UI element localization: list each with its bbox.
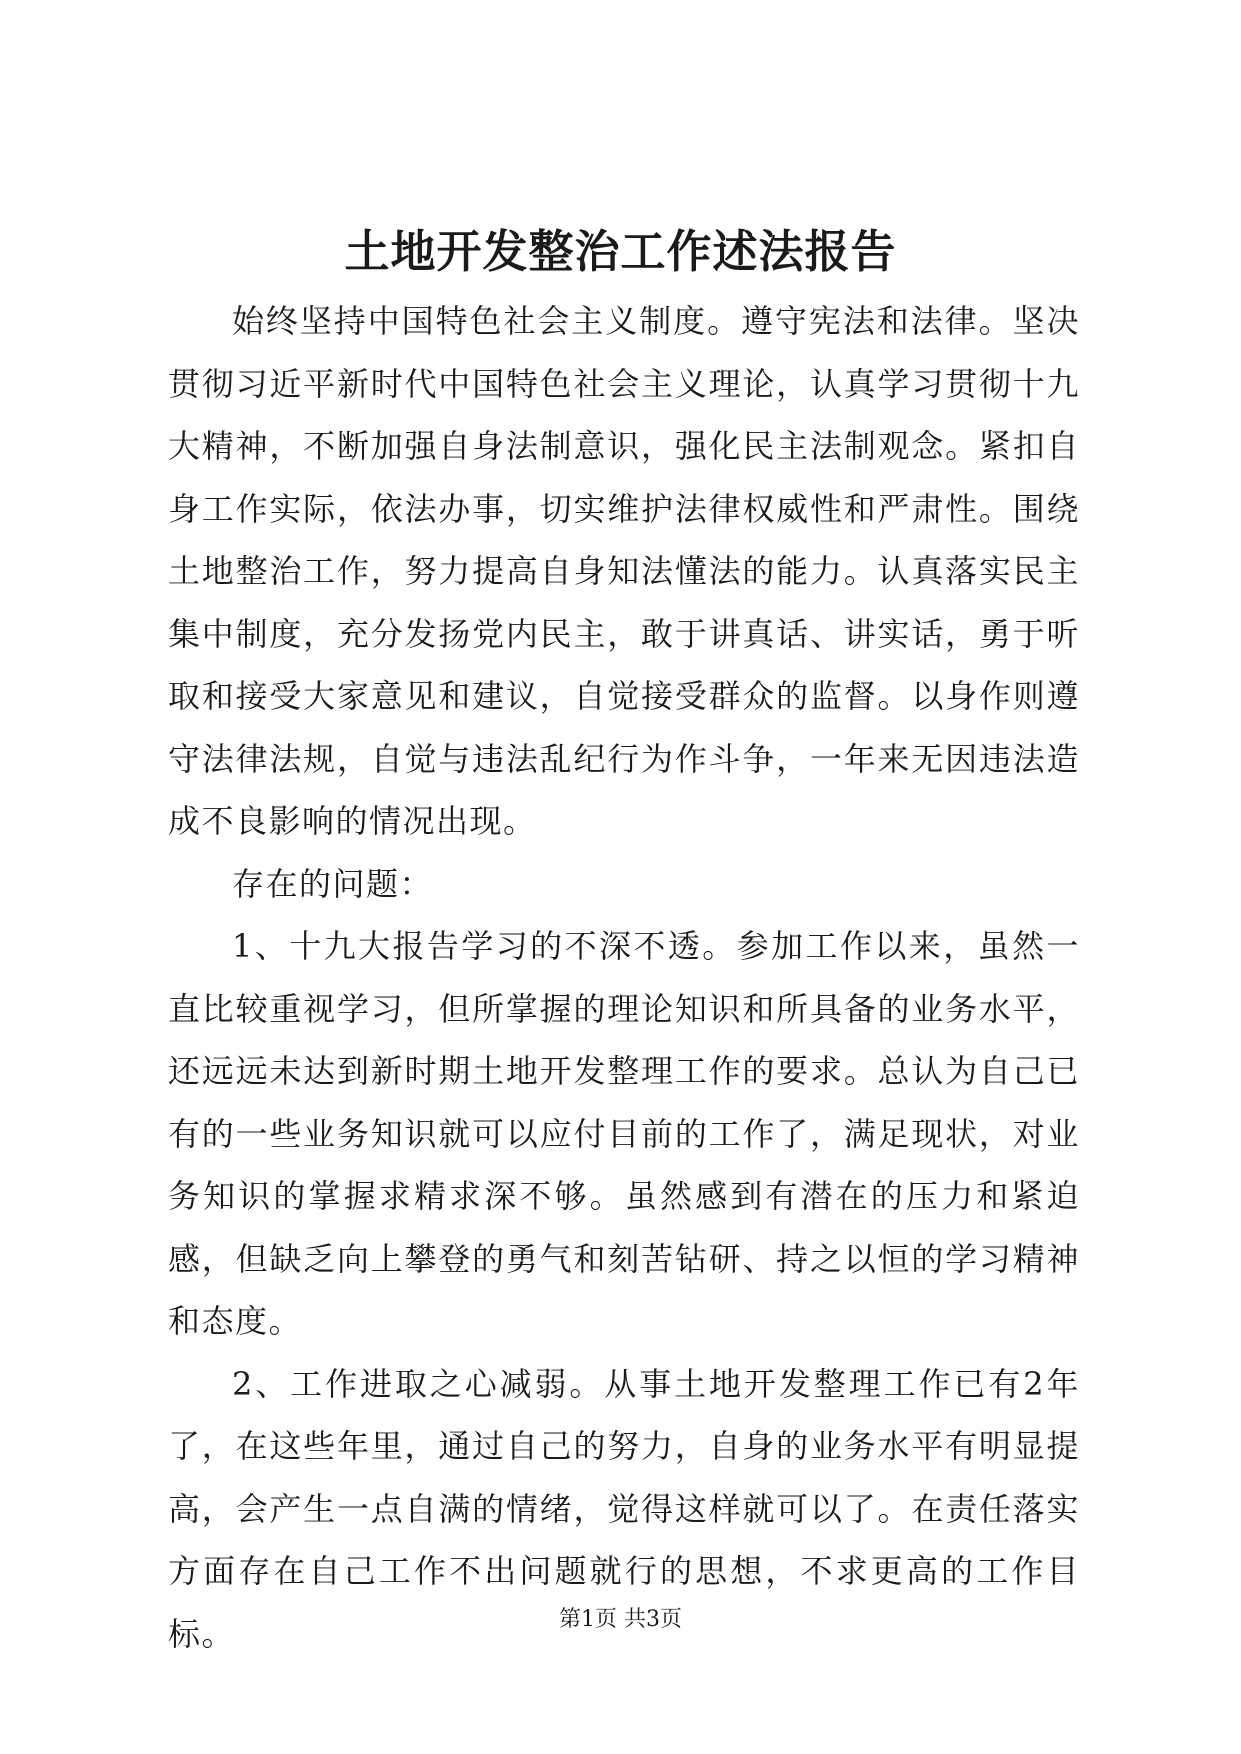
page-number-footer: 第1页 共3页	[559, 1607, 682, 1632]
document-title: 土地开发整治工作述法报告	[344, 225, 897, 278]
paragraph-problem-2: 2、工作进取之心减弱。从事土地开发整理工作已有2年了，在这些年里，通过自己的努力，自身的业务水平有明显提高，会产生一点自满的情绪，觉得这样就可以了。在责任落实方面存在自己工作不出问题就行的思想，不求更高的工作目标。	[168, 1364, 1080, 1653]
paragraph-problems-heading: 存在的问题：	[232, 864, 434, 903]
document-body	[168, 290, 1080, 1665]
paragraph-intro: 始终坚持中国特色社会主义制度。遵守宪法和法律。坚决贯彻习近平新时代中国特色社会主义理论，认真学习贯彻十九大精神，不断加强自身法制意识，强化民主法制观念。紧扣自身工作实际，依法办事，切实维护法律权威性和严肃性。围绕土地整治工作，努力提高自身知法懂法的能力。认真落实民主集中制度，充分发扬党内民主，敢于讲真话、讲实话，勇于听取和接受大家意见和建议，自觉接受群众的监督。以身作则遵守法律法规，自觉与违法乱纪行为作斗争，一年来无因违法造成不良影响的情况出现。	[168, 302, 1080, 840]
paragraph-problem-1: 1、十九大报告学习的不深不透。参加工作以来，虽然一直比较重视学习，但所掌握的理论知识和所具备的业务水平，还远远未达到新时期土地开发整理工作的要求。总认为自己已有的一些业务知识就可以应付目前的工作了，满足现状，对业务知识的掌握求精求深不够。虽然感到有潜在的压力和紧迫感，但缺乏向上攀登的勇气和刻苦钻研、持之以恒的学习精神和态度。	[168, 927, 1080, 1340]
